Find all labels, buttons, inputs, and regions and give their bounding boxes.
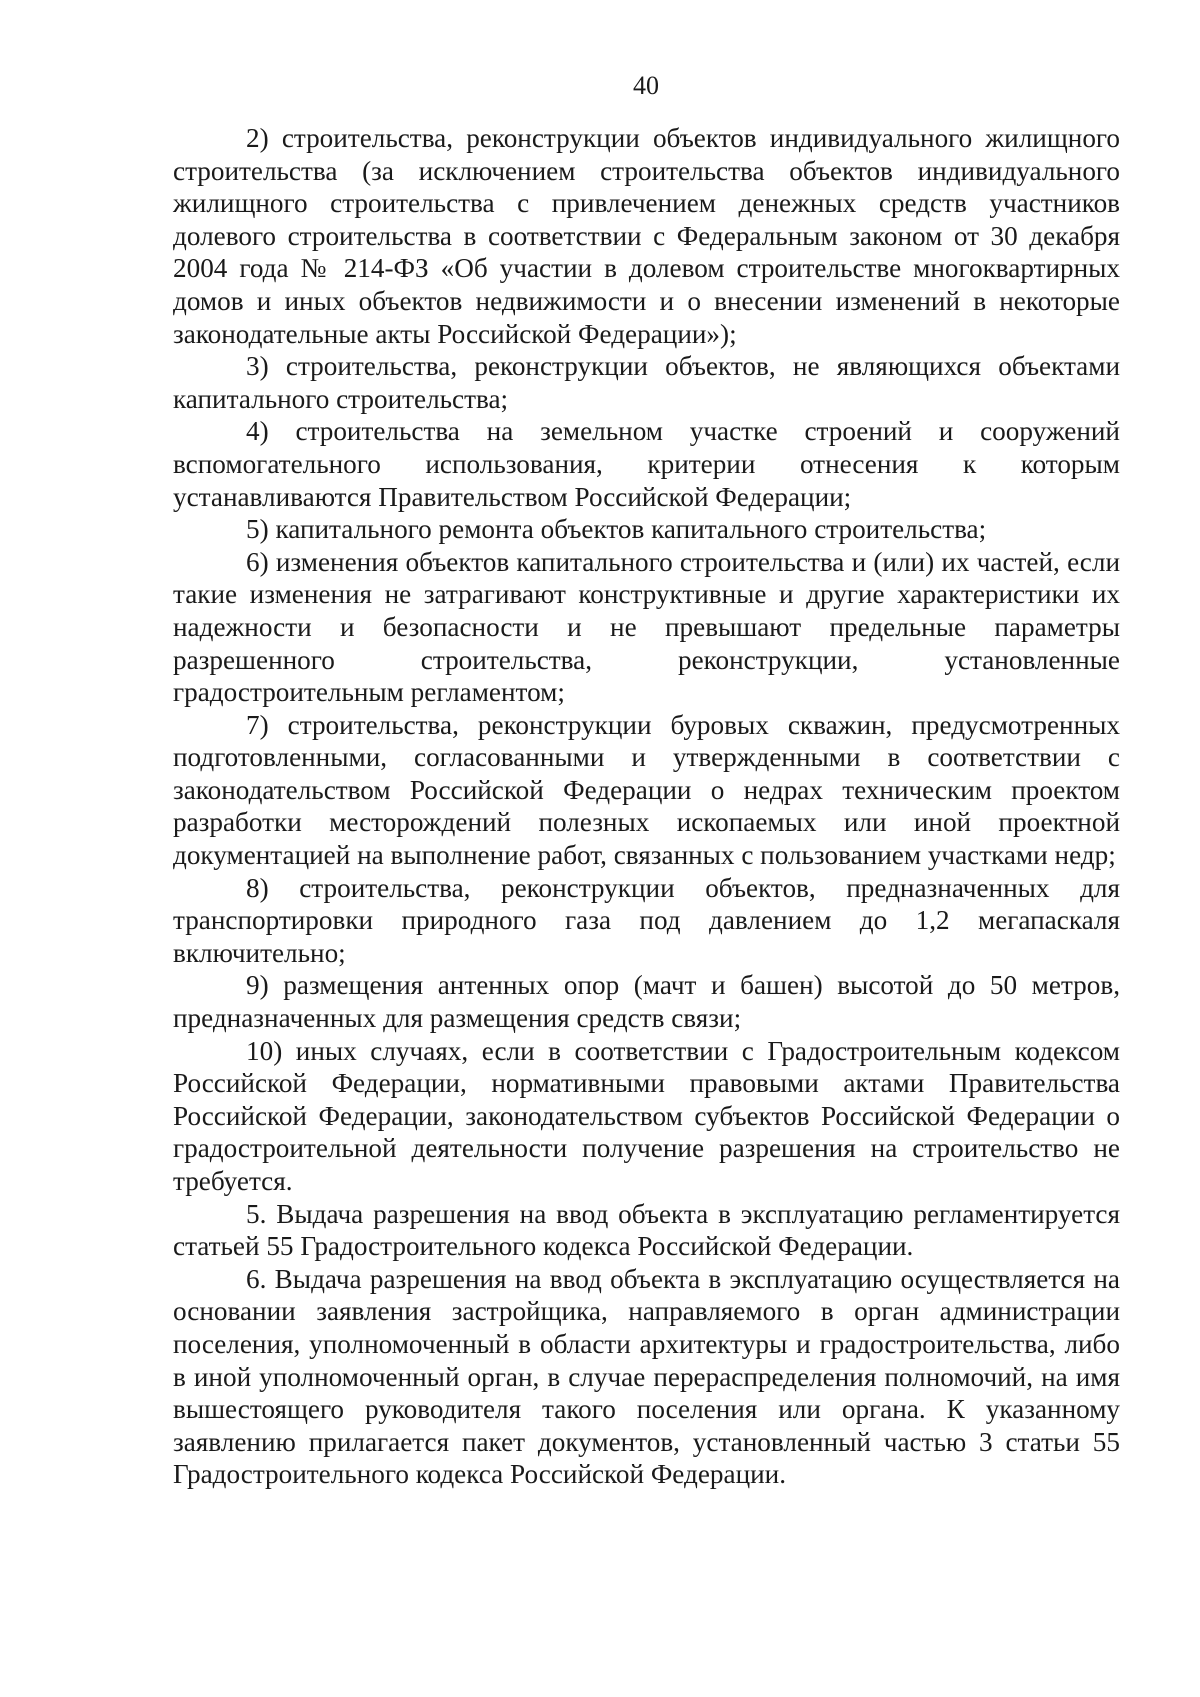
- paragraph-section-5: 5. Выдача разрешения на ввод объекта в эксплуатацию регламентируется статьей 55 Градостроительного кодекса Российской Федерации.: [173, 1198, 1120, 1262]
- document-body: [173, 122, 1120, 1491]
- paragraph-item-6: 6) изменения объектов капитального строительства и (или) их частей, если такие изменения не затрагивают конструктивные и другие характеристики их надежности и безопасности и не превышают предельные параметры разрешенного строительства, реконструкции, установленные градостроительным регламентом;: [173, 546, 1120, 708]
- paragraph-section-6: 6. Выдача разрешения на ввод объекта в эксплуатацию осуществляется на основании заявления застройщика, направляемого в орган администрации поселения, уполномоченный в области архитектуры и градостроительства, либо в иной уполномоченный орган, в случае перераспределения полномочий, на имя вышестоящего руководителя такого поселения или органа. К указанному заявлению прилагается пакет документов, установленный частью 3 статьи 55 Градостроительного кодекса Российской Федерации.: [173, 1263, 1120, 1490]
- paragraph-item-3: 3) строительства, реконструкции объектов, не являющихся объектами капитального строительства;: [173, 351, 1120, 414]
- paragraph-item-7: 7) строительства, реконструкции буровых скважин, предусмотренных подготовленными, согласованными и утвержденными в соответствии с законодательством Российской Федерации о недрах техническим проектом разработки месторождений полезных ископаемых или иной проектной документацией на выполнение работ, связанных с пользованием участками недр;: [173, 709, 1120, 871]
- paragraph-item-5: 5) капитального ремонта объектов капитального строительства;: [246, 514, 987, 545]
- paragraph-item-4: 4) строительства на земельном участке строений и сооружений вспомогательного использования, критерии отнесения к которым устанавливаются Правительством Российской Федерации;: [173, 416, 1120, 512]
- paragraph-item-9: 9) размещения антенных опор (мачт и башен) высотой до 50 метров, предназначенных для размещения средств связи;: [173, 970, 1120, 1034]
- paragraph-item-8: 8) строительства, реконструкции объектов, предназначенных для транспортировки природного газа под давлением до 1,2 мегапаскаля включительно;: [173, 872, 1120, 968]
- page-number: 40: [633, 71, 659, 100]
- paragraph-item-2: 2) строительства, реконструкции объектов индивидуального жилищного строительства (за исключением строительства объектов индивидуального жилищного строительства с привлечением денежных средств участников долевого строительства в соответствии с Федеральным законом от 30 декабря 2004 года № 214-ФЗ «Об участии в долевом строительстве многоквартирных домов и иных объектов недвижимости и о внесении изменений в некоторые законодательные акты Российской Федерации»);: [173, 123, 1120, 349]
- paragraph-item-10: 10) иных случаях, если в соответствии с Градостроительным кодексом Российской Федерации, нормативными правовыми актами Правительства Российской Федерации, законодательством субъектов Российской Федерации о градостроительной деятельности получение разрешения на строительство не требуется.: [173, 1035, 1120, 1196]
